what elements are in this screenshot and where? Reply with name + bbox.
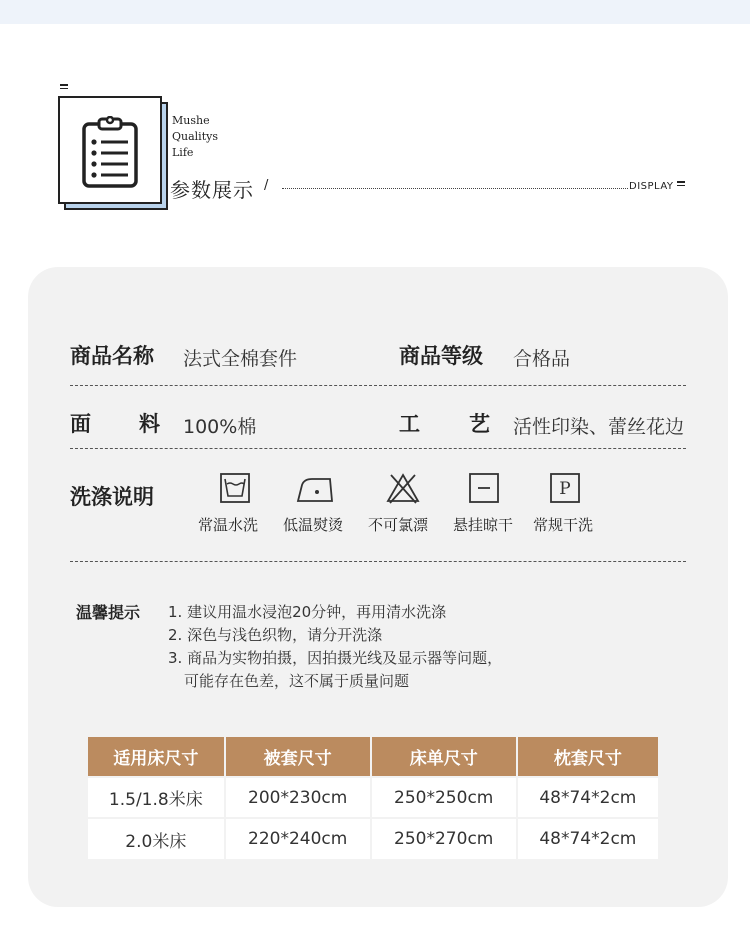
warm-wash-icon bbox=[218, 471, 252, 505]
divider bbox=[70, 385, 686, 386]
table-cell: 48*74*2cm bbox=[517, 818, 658, 859]
brand-line: Qualitys bbox=[172, 130, 218, 143]
display-label: DISPLAY bbox=[629, 181, 674, 192]
table-cell: 250*250cm bbox=[371, 777, 517, 818]
table-row bbox=[88, 777, 658, 818]
table-header-cell: 被套尺寸 bbox=[225, 737, 371, 777]
low-iron-icon bbox=[296, 471, 336, 505]
tips-title: 温馨提示 bbox=[76, 603, 141, 622]
product-grade-value: 合格品 bbox=[513, 348, 571, 370]
product-name-value: 法式全棉套件 bbox=[183, 348, 298, 370]
fabric-label-char: 料 bbox=[139, 412, 160, 436]
care-label: 洗涤说明 bbox=[70, 485, 154, 509]
divider bbox=[70, 561, 686, 562]
clipboard-icon bbox=[82, 116, 138, 188]
top-strip bbox=[0, 0, 750, 24]
table-cell: 250*270cm bbox=[371, 818, 517, 859]
tip-line: 1. 建议用温水浸泡20分钟，再用清水洗涤 bbox=[168, 603, 447, 621]
brand-tagline bbox=[172, 113, 218, 161]
craft-label-char: 工 bbox=[399, 412, 420, 436]
fabric-label-char: 面 bbox=[70, 412, 91, 436]
table-cell: 48*74*2cm bbox=[517, 777, 658, 818]
table-cell: 2.0米床 bbox=[88, 818, 225, 859]
title-slash: / bbox=[264, 178, 269, 193]
care-item-label: 常温水洗 bbox=[198, 516, 259, 534]
product-grade-label: 商品等级 bbox=[399, 344, 483, 368]
divider bbox=[70, 448, 686, 449]
tip-line: 2. 深色与浅色织物，请分开洗涤 bbox=[168, 626, 383, 644]
brand-line: Mushe bbox=[172, 114, 210, 127]
section-title: 参数展示 bbox=[170, 178, 254, 202]
table-header-row bbox=[88, 737, 658, 777]
craft-label-char: 艺 bbox=[469, 412, 490, 436]
table-row bbox=[88, 818, 658, 859]
size-table bbox=[88, 737, 658, 859]
tip-line: 3. 商品为实物拍摄，因拍摄光线及显示器等问题， bbox=[168, 649, 503, 667]
fabric-value: 100%棉 bbox=[183, 416, 257, 438]
header-mark bbox=[60, 84, 68, 90]
table-cell: 220*240cm bbox=[225, 818, 371, 859]
table-header-cell: 适用床尺寸 bbox=[88, 737, 225, 777]
care-item-label: 低温熨烫 bbox=[283, 516, 344, 534]
table-header-cell: 枕套尺寸 bbox=[517, 737, 658, 777]
product-name-label: 商品名称 bbox=[70, 344, 154, 368]
hang-dry-icon bbox=[467, 471, 501, 505]
display-mark bbox=[677, 181, 685, 188]
craft-value: 活性印染、蕾丝花边 bbox=[513, 416, 685, 438]
table-cell: 1.5/1.8米床 bbox=[88, 777, 225, 818]
dry-clean-glyph: P bbox=[559, 479, 571, 499]
header-card bbox=[58, 96, 162, 204]
care-item-label: 悬挂晾干 bbox=[453, 516, 514, 534]
brand-line: Life bbox=[172, 146, 194, 159]
title-dotted-rule bbox=[282, 188, 628, 189]
tip-line: 可能存在色差，这不属于质量问题 bbox=[184, 672, 410, 690]
dry-clean-icon bbox=[548, 471, 582, 505]
care-item-label: 常规干洗 bbox=[533, 516, 594, 534]
no-bleach-icon bbox=[385, 471, 421, 505]
table-cell: 200*230cm bbox=[225, 777, 371, 818]
table-header-cell: 床单尺寸 bbox=[371, 737, 517, 777]
care-item-label: 不可氯漂 bbox=[368, 516, 429, 534]
